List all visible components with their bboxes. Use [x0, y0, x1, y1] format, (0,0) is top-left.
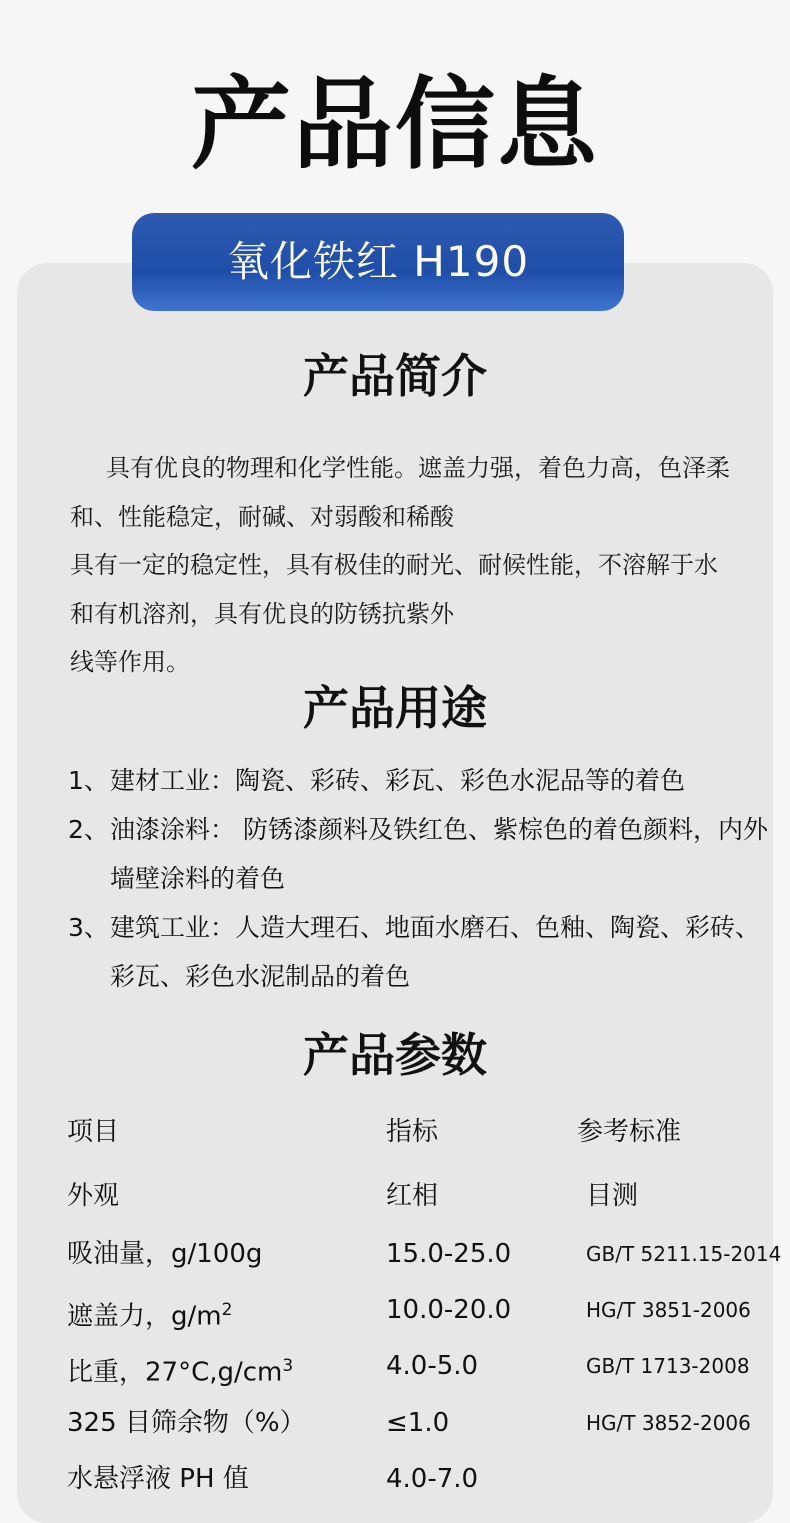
intro-paragraph [70, 444, 750, 687]
param-item: 比重，27°C,g/cm [67, 1357, 283, 1388]
superscript: 2 [221, 1300, 233, 1320]
list-item-number: 1、 [68, 766, 109, 795]
param-item: 水悬浮液 PH 值 [67, 1464, 249, 1494]
param-index: 4.0-5.0 [386, 1351, 479, 1381]
param-item: 325 目筛余物（%） [67, 1408, 306, 1438]
intro-line: 和有机溶剂，具有优良的防锈抗紫外 [70, 599, 454, 628]
param-standard: HG/T 3852-2006 [586, 1411, 751, 1435]
param-standard: GB/T 5211.15-2014 [586, 1242, 782, 1266]
intro-line: 具有一定的稳定性，具有极佳的耐光、耐候性能，不溶解于水 [70, 551, 718, 579]
page-title: 产品信息 [191, 66, 599, 183]
param-standard: 目测 [586, 1181, 639, 1211]
param-item: 外观 [67, 1181, 120, 1211]
intro-line: 具有优良的物理和化学性能。遮盖力强，着色力高，色泽柔 [106, 454, 730, 482]
list-item-text: 油漆涂料： 防锈漆颜料及铁红色、紫棕色的着色颜料，内外墙壁涂料的着色 [110, 815, 768, 893]
param-index: ≤1.0 [386, 1408, 450, 1438]
intro-line: 线等作用。 [70, 648, 190, 676]
uses-list [68, 756, 768, 1001]
param-index: 4.0-7.0 [386, 1464, 479, 1494]
table-row [0, 1338, 790, 1394]
column-header-standard: 参考标准 [577, 1117, 682, 1147]
param-index: 15.0-25.0 [386, 1239, 512, 1269]
param-item-cell [67, 1282, 232, 1345]
table-row [0, 1395, 790, 1451]
list-item-number: 2、 [68, 815, 109, 844]
intro-line: 和、性能稳定，耐碱、对弱酸和稀酸 [70, 502, 454, 531]
list-item [68, 903, 768, 1001]
column-header-index: 指标 [386, 1117, 439, 1147]
param-index: 红相 [386, 1181, 439, 1211]
param-standard: GB/T 1713-2008 [586, 1354, 750, 1378]
list-item-text: 建材工业：陶瓷、彩砖、彩瓦、彩色水泥品等的着色 [110, 766, 686, 795]
param-standard: HG/T 3851-2006 [586, 1298, 751, 1322]
params-heading: 产品参数 [303, 1028, 487, 1082]
param-index: 10.0-20.0 [386, 1295, 512, 1325]
list-item-text: 建筑工业：人造大理石、地面水磨石、色釉、陶瓷、彩砖、彩瓦、彩色水泥制品的着色 [110, 913, 761, 991]
uses-heading: 产品用途 [303, 681, 487, 735]
intro-heading: 产品简介 [303, 349, 487, 403]
table-row [0, 1168, 790, 1224]
table-row [0, 1451, 790, 1507]
list-item [68, 756, 768, 805]
list-item [68, 805, 768, 903]
table-header-row [0, 1104, 790, 1160]
param-item: 遮盖力，g/m [67, 1301, 222, 1332]
column-header-item: 项目 [67, 1117, 120, 1147]
list-item-number: 3、 [68, 913, 109, 942]
table-row [0, 1282, 790, 1338]
product-name-banner: 氧化铁红 H190 [132, 213, 624, 311]
param-item: 吸油量，g/100g [67, 1239, 263, 1269]
superscript: 3 [282, 1356, 294, 1376]
param-item-cell [67, 1338, 293, 1401]
table-row [0, 1226, 790, 1282]
